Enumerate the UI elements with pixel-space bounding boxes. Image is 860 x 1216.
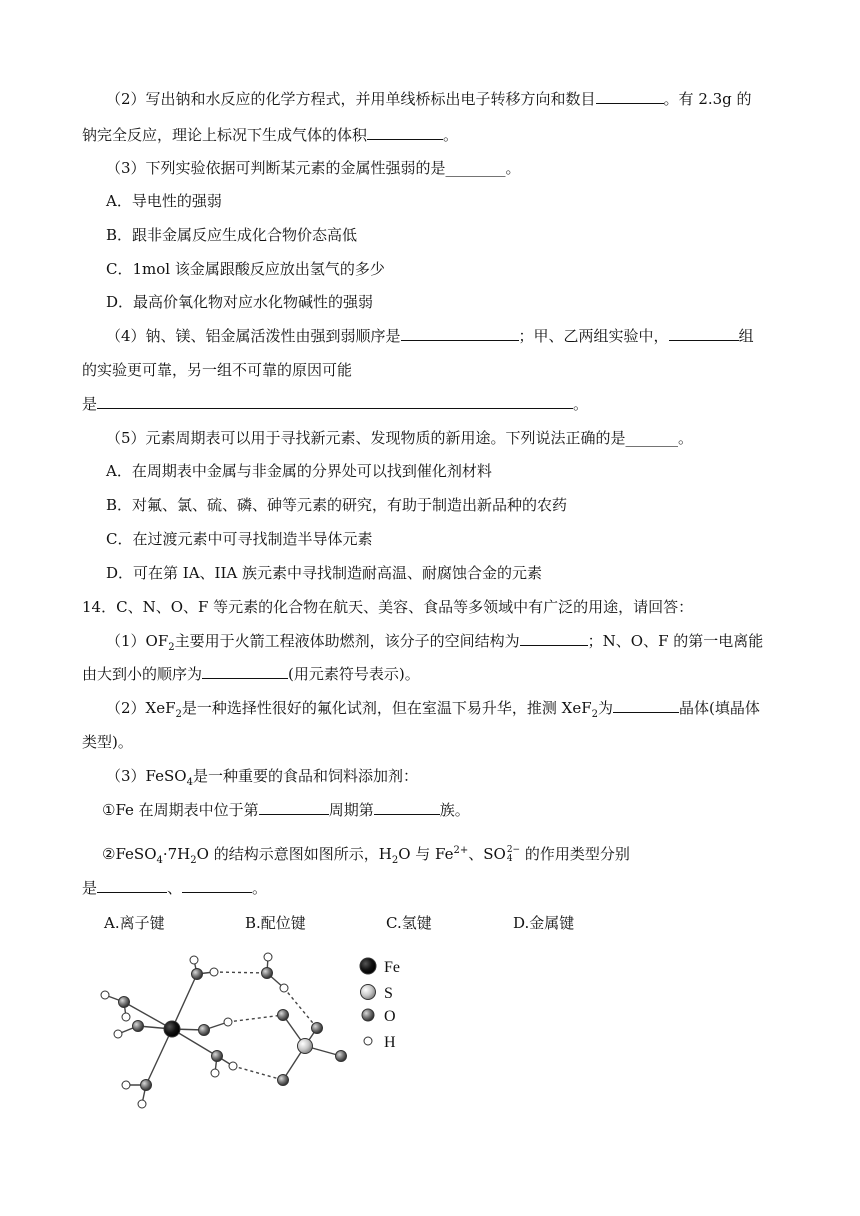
q13-part4-line1: （4）钠、镁、铝金属活泼性由强到弱顺序是 ；甲、乙两组实验中， 组	[106, 327, 754, 345]
q13-part3-option-d: D．最高价氧化物对应水化物碱性的强弱	[106, 293, 374, 311]
fe-atom	[164, 1021, 180, 1037]
option-a: A.离子键	[104, 914, 165, 932]
q14-part3-intro: （3）FeSO$_4$是一种重要的食品和饲料添加剂：	[106, 767, 418, 788]
h-atom	[114, 1030, 122, 1038]
q14-part1-line2: 由大到小的顺序为 (用元素符号表示)。	[82, 665, 420, 683]
h-atom	[210, 968, 218, 976]
h-atom	[229, 1062, 237, 1070]
h-atom	[264, 953, 272, 961]
option-b: B.配位键	[245, 914, 306, 932]
q13-part5-option-d: D．可在第 IA、IIA 族元素中寻找制造耐高温、耐腐蚀合金的元素	[106, 564, 543, 582]
q13-part3-question: （3）下列实验依据可判断某元素的金属性强弱的是________。	[106, 159, 521, 177]
q14-part2-line2: 类型)。	[82, 733, 133, 751]
h-atom	[190, 956, 198, 964]
o-atom	[336, 1051, 347, 1062]
o-atom	[262, 968, 273, 979]
legend-o-label: O	[384, 1008, 396, 1025]
legend-fe-label: Fe	[384, 959, 400, 976]
q13-part5-option-c: C．在过渡元素中可寻找制造半导体元素	[106, 530, 373, 548]
q13-part3-option-c: C．1mol 该金属跟酸反应放出氢气的多少	[106, 260, 385, 278]
q13-part4-line2: 的实验更可靠，另一组不可靠的原因可能	[82, 361, 353, 379]
o-atom	[312, 1023, 323, 1034]
h-atom	[211, 1069, 219, 1077]
legend-o-dot	[362, 1009, 374, 1021]
o-atom	[119, 997, 130, 1008]
q13-part2-line2: 钠完全反应，理论上标况下生成气体的体积 。	[82, 126, 459, 144]
h-atom	[122, 1013, 130, 1021]
legend-fe-dot	[360, 958, 376, 974]
s-atom	[298, 1039, 313, 1054]
o-atom	[278, 1010, 289, 1021]
o-atom	[192, 969, 203, 980]
q13-part3-option-b: B．跟非金属反应生成化合物价态高低	[106, 226, 358, 244]
q13-part4-line3: 是 。	[82, 395, 589, 413]
q14-part1-line1: $(1)OF_2$主要用于火箭工程液体助燃剂，该分子的空间结构为 ；N、O、F 的第一电离能	[106, 632, 764, 653]
q13-part5-option-a: A．在周期表中金属与非金属的分界处可以找到催化剂材料	[106, 462, 492, 480]
legend-s-label: S	[384, 985, 393, 1002]
h-atom	[138, 1100, 146, 1108]
q13-part3-option-a: A．导电性的强弱	[106, 192, 222, 210]
h-atom	[224, 1018, 232, 1026]
legend-h-label: H	[384, 1034, 396, 1051]
q14-stem: 14．C、N、O、F 等元素的化合物在航天、美容、食品等多领域中有广泛的用途，请回答：	[82, 598, 694, 616]
o-atom	[141, 1080, 152, 1091]
h-atom	[280, 984, 288, 992]
option-d: D.金属键	[513, 914, 575, 932]
legend-s-dot	[361, 985, 376, 1000]
q14-part3-sub2: $②FeSO_4\cdot 7H_2O$ 的结构示意图如图所示，$H_2O$ 与 $Fe^{2+}$、SO 2− 4 的作用类型分别	[102, 845, 630, 866]
o-atom	[278, 1075, 289, 1086]
q13-part2-line1: （2）写出钠和水反应的化学方程式，并用单线桥标出电子转移方向和数目 。有 2.3g 的	[106, 90, 752, 108]
o-atom	[133, 1021, 144, 1032]
option-c: C.氢键	[386, 914, 432, 932]
h-atom	[122, 1081, 130, 1089]
q14-part3-sub2-line2: 是 、 。	[82, 879, 268, 897]
q14-part2-line1: （2）XeF$_2$是一种选择性很好的氟化试剂，但在室温下易升华，推测 XeF$_2$为 晶体(填晶体	[106, 699, 760, 720]
q13-part5-question: （5）元素周期表可以用于寻找新元素、发现物质的新用途。下列说法正确的是_______。	[106, 429, 694, 447]
legend-h-dot	[364, 1037, 372, 1045]
o-atom	[199, 1025, 210, 1036]
q13-part5-option-b: B．对氟、氯、硫、磷、砷等元素的研究，有助于制造出新品种的农药	[106, 496, 568, 514]
q14-part3-sub1: ①Fe 在周期表中位于第 周期第 族。	[102, 801, 470, 819]
h-atom	[101, 991, 109, 999]
o-atom	[212, 1051, 223, 1062]
